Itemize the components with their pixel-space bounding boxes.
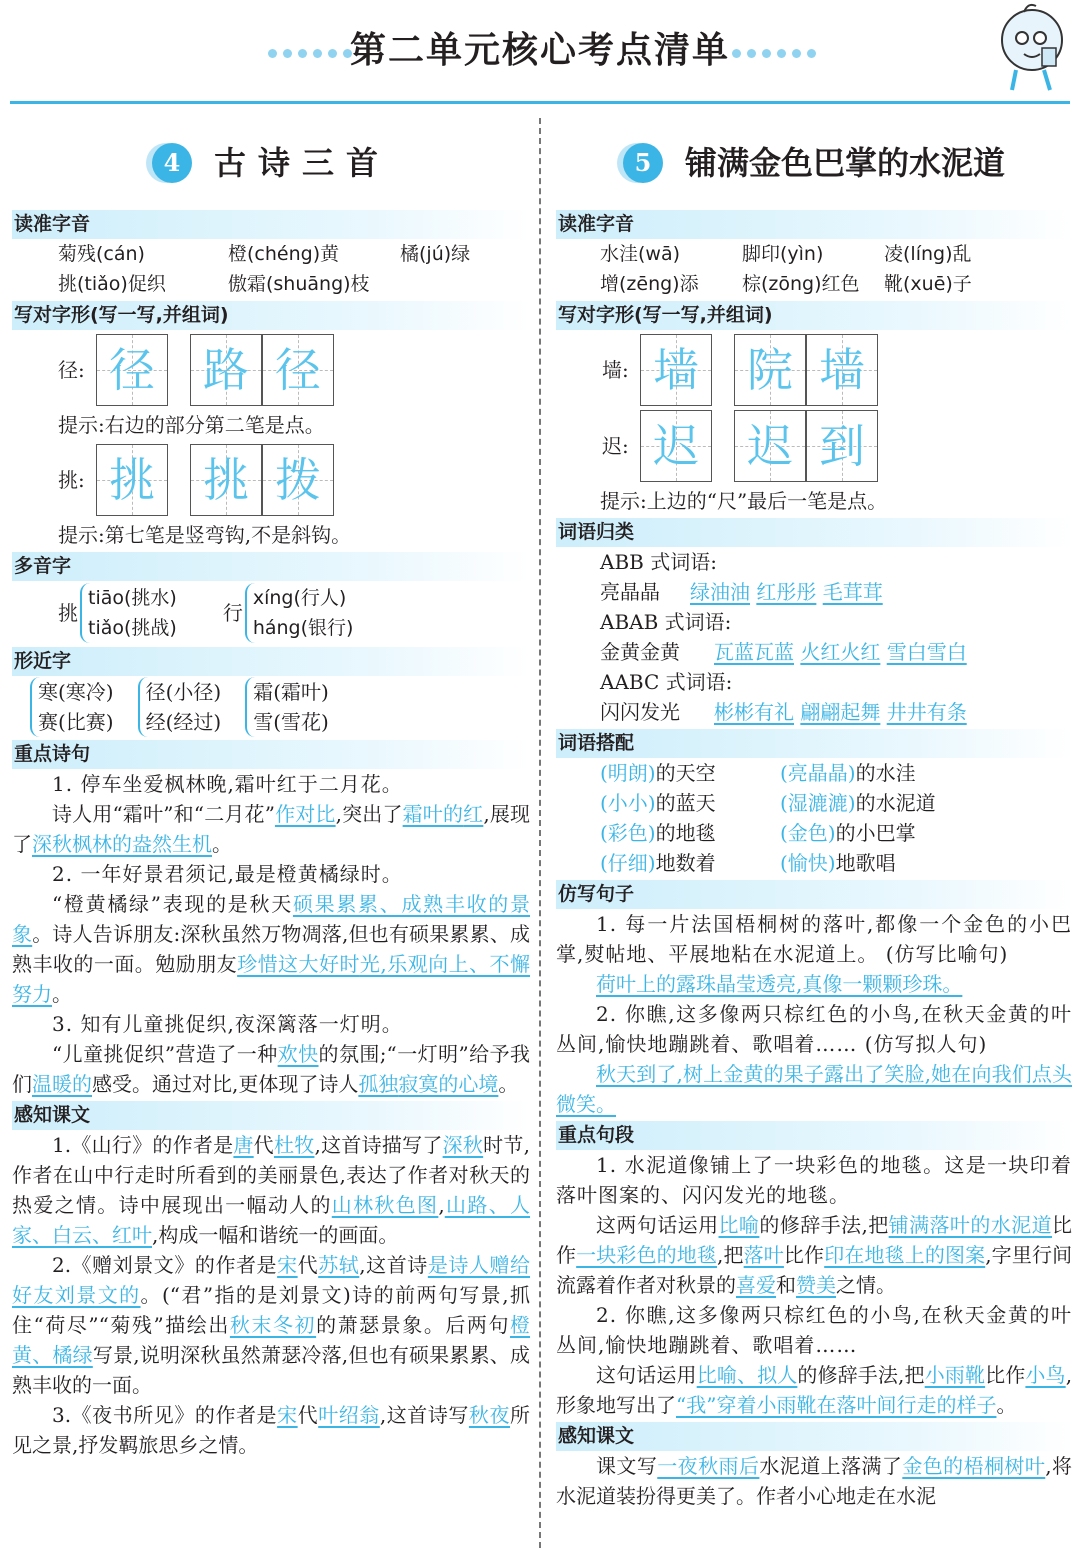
writing-grid-row: 墙: 墙 院 墙 [602, 334, 1072, 406]
section-heading-word-classification: 词语归类 [556, 518, 1072, 547]
key-sentence-analysis: 这两句话运用比喻的修辞手法,把铺满落叶的水泥道比作一块彩色的地毯,把落叶比作印在地毯上的图案,字里行间流露着作者对秋景的喜爱和赞美之情。 [556, 1213, 1073, 1297]
matching-row: (小小)的蓝天 (湿漉漉)的水泥道 [600, 791, 936, 815]
text-paragraph: 1.《山行》的作者是唐代杜牧,这首诗描写了深秋时节,作者在山中行走时所看到的美丽景色,表达了作者对秋天的热爱之情。诗中展现出一幅动人的山林秋色图,山路、人家、白云、红叶,构成一幅和谐统一的画面。 [12, 1133, 531, 1247]
writing-tip: 提示:上边的“尺”最后一笔是点。 [600, 489, 888, 513]
imitation-answer: 秋天到了,树上金黄的果子露出了笑脸,她在向我们点头微笑。 [556, 1062, 1072, 1116]
writing-grid-row: 挑: 挑 挑 拨 [58, 444, 530, 516]
matching-row: (仔细)地数着 (愉快)地歌唱 [600, 851, 896, 875]
section-heading-imitation: 仿写句子 [556, 880, 1072, 909]
section-heading-similar-chars: 形近字 [12, 647, 530, 676]
lesson-4-column [12, 118, 530, 1460]
section-heading-writing: 写对字形(写一写,并组词) [12, 301, 530, 330]
writing-box: 院 [734, 334, 806, 406]
writing-box: 路 [190, 334, 262, 406]
key-line: 2. 一年好景君须记,最是橙黄橘绿时。 [52, 862, 403, 886]
word-type-row: 闪闪发光 彬彬有礼 翩翩起舞 井井有条 [600, 700, 967, 724]
section-heading-key-lines: 重点诗句 [12, 740, 530, 769]
key-line-analysis: 诗人用“霜叶”和“二月花”作对比,突出了霜叶的红,展现了深秋枫林的盎然生机。 [12, 802, 531, 856]
imitation-answer: 荷叶上的露珠晶莹透亮,真像一颗颗珍珠。 [596, 972, 963, 996]
matching-row: (明朗)的天空 (亮晶晶)的水洼 [600, 761, 916, 785]
lesson-number-badge: 5 [623, 143, 663, 183]
writing-box: 挑 [190, 444, 262, 516]
similar-pair: 霜(霜叶) 雪(雪花) [245, 677, 329, 737]
pronunciation-line: 挑(tiǎo)促织 傲霜(shuāng)枝 [58, 273, 370, 295]
polyphone-brace: tiāo(挑水) tiǎo(挑战) [80, 583, 177, 643]
page-header [0, 0, 1080, 110]
imitation-prompt: 2. 你瞧,这多像两只棕红色的小鸟,在秋天金黄的叶丛间,愉快地蹦跳着、歌唱着…… (仿写拟人句) [556, 1002, 1072, 1056]
section-heading-text: 感知课文 [12, 1101, 530, 1130]
word-type-row: 亮晶晶 绿油油 红彤彤 毛茸茸 [600, 580, 883, 604]
writing-box: 拨 [262, 444, 334, 516]
matching-row: (彩色)的地毯 (金色)的小巴掌 [600, 821, 916, 845]
section-heading-polyphone: 多音字 [12, 552, 530, 581]
similar-pair: 寒(寒冷) 赛(比赛) [30, 677, 114, 737]
column-divider [539, 118, 541, 1548]
key-line-analysis: “橙黄橘绿”表现的是秋天硕果累累、成熟丰收的景象。诗人告诉朋友:深秋虽然万物凋落,但也有硕果累累、成熟丰收的一面。勉励朋友珍惜这大好时光,乐观向上、不懈努力。 [12, 892, 531, 1006]
section-heading-pronunciation: 读准字音 [556, 210, 1072, 239]
writing-grid-row: 迟: 迟 迟 到 [602, 410, 1072, 482]
key-sentence: 2. 你瞧,这多像两只棕红色的小鸟,在秋天金黄的叶丛间,愉快地蹦跳着、歌唱着…… [556, 1303, 1072, 1357]
section-heading-text: 感知课文 [556, 1422, 1072, 1451]
writing-box: 挑 [96, 444, 168, 516]
word-type-label: ABB 式词语: [600, 550, 717, 574]
word-type-row: 金黄金黄 瓦蓝瓦蓝 火红火红 雪白雪白 [600, 640, 967, 664]
similar-pair: 径(小径) 经(经过) [138, 677, 222, 737]
lesson-5-title [556, 118, 1072, 208]
pronunciation-line: 水洼(wā) 脚印(yìn) 凌(líng)乱 [600, 243, 972, 265]
pronunciation-line: 菊残(cán) 橙(chéng)黄 橘(jú)绿 [58, 243, 471, 265]
key-sentence-analysis: 这句话运用比喻、拟人的修辞手法,把小雨靴比作小鸟,形象地写出了“我”穿着小雨靴在落叶间行走的样子。 [556, 1363, 1073, 1417]
imitation-prompt: 1. 每一片法国梧桐树的落叶,都像一个金色的小巴掌,熨帖地、平展地粘在水泥道上。 (仿写比喻句) [556, 912, 1072, 966]
similar-chars-row [30, 676, 530, 738]
writing-tip: 提示:右边的部分第二笔是点。 [58, 413, 325, 437]
header-rule [10, 101, 1070, 104]
lesson-4-title [12, 118, 530, 208]
lesson-number-badge: 4 [152, 143, 192, 183]
writing-box: 到 [806, 410, 878, 482]
key-line: 3. 知有儿童挑促织,夜深篱落一灯明。 [52, 1012, 403, 1036]
writing-box: 墙 [806, 334, 878, 406]
section-heading-key-paragraphs: 重点句段 [556, 1121, 1072, 1150]
lesson-title-text: 铺满金色巴掌的水泥道 [684, 144, 1005, 182]
section-heading-writing: 写对字形(写一写,并组词) [556, 301, 1072, 330]
mascot-icon [994, 0, 1068, 96]
word-type-label: ABAB 式词语: [600, 610, 732, 634]
key-sentence: 1. 水泥道像铺上了一块彩色的地毯。这是一块印着落叶图案的、闪闪发光的地毯。 [556, 1153, 1072, 1207]
page-title: 第二单元核心考点清单 [349, 29, 730, 71]
text-paragraph: 3.《夜书所见》的作者是宋代叶绍翁,这首诗写秋夜所见之景,抒发羁旅思乡之情。 [12, 1403, 531, 1457]
writing-box: 墙 [640, 334, 712, 406]
writing-grid-row: 径: 径 路 径 [58, 334, 530, 406]
key-line-analysis: “儿童挑促织”营造了一种欢快的氛围;“一灯明”给予我们温暖的感受。通过对比,更体现了诗人孤独寂寞的心境。 [12, 1042, 531, 1096]
writing-tip: 提示:第七笔是竖弯钩,不是斜钩。 [58, 523, 352, 547]
writing-box: 径 [96, 334, 168, 406]
key-line: 1. 停车坐爱枫林晚,霜叶红于二月花。 [52, 772, 403, 796]
writing-box: 迟 [734, 410, 806, 482]
word-type-label: AABC 式词语: [600, 670, 733, 694]
section-heading-word-matching: 词语搭配 [556, 729, 1072, 758]
text-paragraph: 课文写一夜秋雨后水泥道上落满了金色的梧桐树叶,将水泥道装扮得更美了。作者小心地走在水泥 [556, 1454, 1073, 1508]
polyphone-row: 挑 tiāo(挑水) tiǎo(挑战) 行 xíng(行人) háng(银行) [58, 581, 530, 645]
lesson-title-text: 古诗三首 [213, 144, 390, 182]
pronunciation-line: 增(zēng)添 棕(zōng)红色 靴(xuē)子 [600, 273, 972, 295]
writing-box: 径 [262, 334, 334, 406]
text-paragraph: 2.《赠刘景文》的作者是宋代苏轼,这首诗是诗人赠给好友刘景文的。(“君”指的是刘景文)诗的前两句写景,抓住“荷尽”“菊残”描绘出秋末冬初的萧瑟景象。后两句橙黄、橘绿写景,说明深秋虽然萧瑟冷落,但也有硕果累累、成熟丰收的一面。 [12, 1253, 531, 1397]
section-heading-pronunciation: 读准字音 [12, 210, 530, 239]
polyphone-brace: xíng(行人) háng(银行) [245, 583, 354, 643]
lesson-5-column [556, 118, 1072, 1511]
decorative-dots-right [732, 43, 822, 57]
writing-box: 迟 [640, 410, 712, 482]
